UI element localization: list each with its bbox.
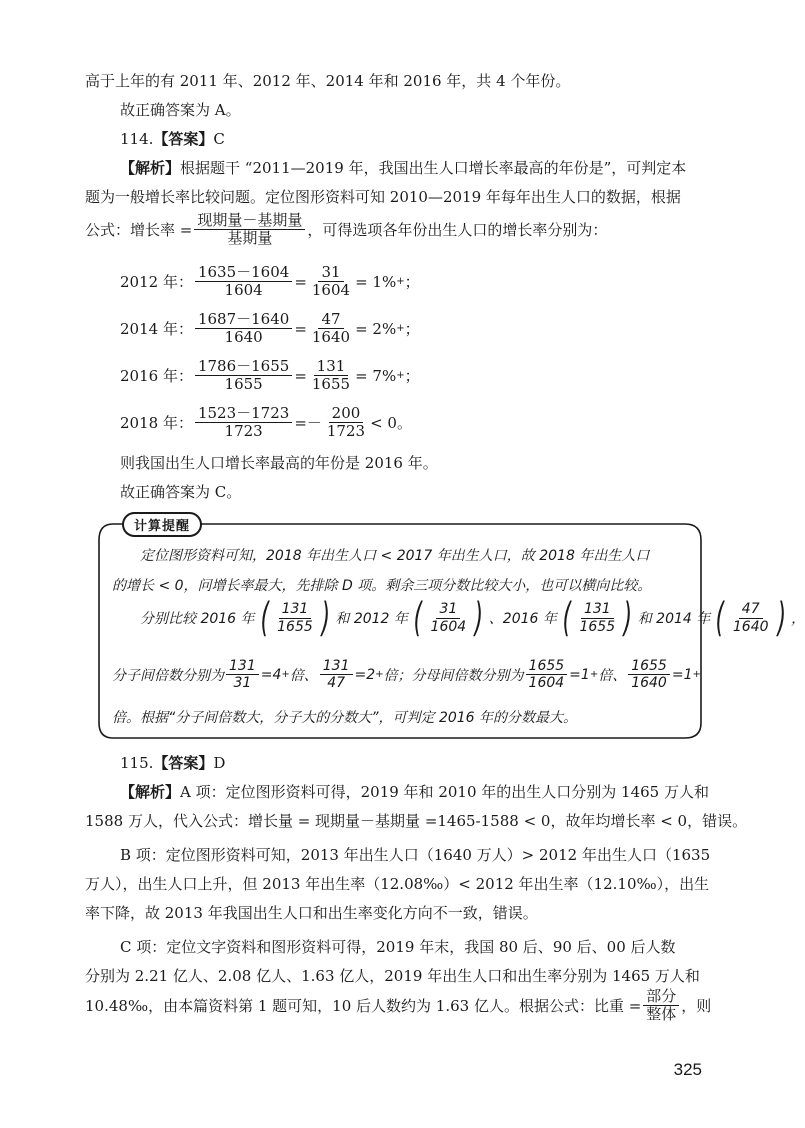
- compare-den: 1604: [430, 618, 467, 635]
- proportion-fraction: [643, 988, 679, 1024]
- q114-final-answer: 故正确答案为 C。: [120, 483, 242, 501]
- ratio-value: =1: [671, 666, 693, 683]
- q114-answer-tag: 【答案】: [153, 130, 214, 148]
- calc-fraction: [195, 358, 292, 394]
- tip-compare-row: [140, 595, 805, 641]
- paren-fraction: [410, 595, 487, 641]
- q114-conclusion: 则我国出生人口增长率最高的年份是 2016 年。: [120, 454, 438, 472]
- ratio-den: 47: [327, 675, 346, 692]
- compare-den: 1655: [277, 618, 313, 635]
- ratio-num: 1655: [526, 658, 568, 675]
- calc-result: < 0。: [370, 414, 412, 433]
- q114-answer: C: [213, 130, 225, 148]
- calc-sup: +: [396, 276, 405, 288]
- calc-num: 1635－1604: [195, 264, 292, 282]
- q115-answer-tag: 【答案】: [153, 754, 214, 772]
- ratio-after: 倍、: [289, 667, 318, 684]
- calc-den: 1604: [311, 281, 351, 300]
- calc-fraction-simplified: [309, 264, 353, 300]
- calc-num: 1523－1723: [195, 405, 292, 423]
- calc-end: ；: [404, 367, 420, 386]
- calc-den: 1604: [224, 281, 263, 300]
- ratio-value: =4: [260, 666, 282, 683]
- growth-rate-numerator: 现期量－基期量: [194, 212, 305, 230]
- ratio-sup: +: [589, 669, 599, 681]
- calc-num: 200: [329, 405, 364, 423]
- proportion-den: 整体: [646, 1005, 677, 1024]
- tip-label: 计算提醒: [122, 512, 202, 537]
- answer-conclusion-113: 故正确答案为 A。: [120, 101, 241, 119]
- q115-c-line2: 分别为 2.21 亿人、2.08 亿人、1.63 亿人，2019 年出生人口和出生率分别为 1465 万人和: [85, 967, 700, 985]
- q115-number: 115.: [120, 754, 154, 772]
- calc-end: ；: [404, 320, 420, 339]
- ratio-sup: +: [281, 669, 290, 681]
- calc-den: 1655: [224, 375, 263, 394]
- calc-num: 131: [314, 358, 349, 376]
- equals-sign: =: [294, 272, 307, 291]
- ratio-fraction: [526, 658, 568, 691]
- equals-sign: =: [294, 319, 307, 338]
- calc-den: 1723: [224, 422, 263, 441]
- calc-den: 1723: [326, 422, 366, 441]
- compare-num: 131: [279, 601, 312, 618]
- q114-analysis-tag: 【解析】: [120, 159, 181, 177]
- ratio-num: 131: [226, 658, 259, 675]
- ratio-after: 倍；分母间倍数分别为: [383, 667, 524, 684]
- compare-after: 、2016 年: [488, 611, 557, 627]
- calc-fraction-simplified: [324, 405, 368, 441]
- ratio-num: 1655: [628, 658, 670, 675]
- calc-den: 1655: [311, 375, 351, 394]
- q114-analysis-line1: [120, 157, 750, 180]
- growth-rate-denominator: 基期量: [227, 229, 273, 248]
- compare-fraction: [730, 601, 772, 634]
- calc-year: 2012 年：: [120, 273, 193, 292]
- ratio-value: =2: [354, 666, 376, 683]
- compare-num: 47: [739, 601, 763, 618]
- calc-year: 2016 年：: [120, 367, 193, 386]
- q115-a-text1: A 项：定位图形资料可得，2019 年和 2010 年的出生人口分别为 1465 万人和: [180, 783, 709, 801]
- q115-a-line2: 1588 万人，代入公式：增长量 = 现期量－基期量 =1465-1588 < 0，故年均增长率 < 0，错误。: [85, 812, 748, 830]
- tip-line1: 定位图形资料可知，2018 年出生人口 < 2017 年出生人口，故 2018 年出生人口: [140, 548, 650, 564]
- q115-c-line1: C 项：定位文字资料和图形资料可得，2019 年末，我国 80 后、90 后、00 后人数: [120, 938, 676, 956]
- calc-row-2012: [120, 264, 420, 300]
- q115-b-line3: 率下降，故 2013 年我国出生人口和出生率变化方向不一致，错误。: [85, 904, 538, 922]
- left-paren: (: [715, 595, 725, 641]
- paren-fraction: [257, 595, 334, 641]
- calc-result: = 1%: [355, 272, 397, 291]
- calc-num: 31: [318, 264, 343, 282]
- ratio-num: 131: [320, 658, 353, 675]
- compare-num: 131: [581, 601, 614, 618]
- calc-fraction-simplified: [309, 311, 353, 347]
- compare-num: 31: [436, 601, 460, 618]
- calc-num: 1786－1655: [195, 358, 292, 376]
- q115-answer: D: [213, 754, 226, 772]
- left-paren: (: [562, 595, 571, 641]
- q114-analysis-line2: 题为一般增长率比较问题。定位图形资料可知 2010—2019 年每年出生人口的数据，根据: [85, 188, 681, 206]
- q115-b-line2: 万人），出生人口上升，但 2013 年出生率（12.08‰）< 2012 年出生率（12.10‰），出生: [85, 875, 710, 893]
- calc-sup: +: [396, 323, 405, 335]
- ratio-den: 1640: [631, 675, 667, 692]
- compare-fraction: [576, 601, 618, 634]
- tip-line2: 的增长 < 0，问增长率最大，先排除 D 项。剩余三项分数比较大小，也可以横向比较。: [112, 578, 652, 594]
- page-number: 325: [673, 1060, 702, 1079]
- q115-analysis-tag: 【解析】: [120, 783, 181, 801]
- compare-fraction: [274, 601, 316, 634]
- compare-after: 和 2012 年: [335, 611, 408, 627]
- right-paren: ): [623, 595, 633, 641]
- tip-last-line: 倍。根据“分子间倍数大，分子大的分数大”，可判定 2016 年的分数最大。: [112, 710, 578, 726]
- calc-row-2016: [120, 358, 420, 394]
- right-paren: ): [777, 595, 786, 641]
- q114-answer-line: [120, 128, 750, 151]
- proportion-num: 部分: [643, 988, 679, 1006]
- calc-year: 2018 年：: [120, 414, 193, 433]
- q115-b-line1: B 项：定位图形资料可知，2013 年出生人口（1640 万人）> 2012 年出生人口（1635: [120, 846, 711, 864]
- ratio-value: =1: [569, 666, 590, 683]
- calc-sup: +: [396, 370, 405, 382]
- equals-sign: =: [294, 366, 307, 385]
- c-line3-prefix: 10.48‰，由本篇资料第 1 题可知，10 后人数约为 1.63 亿人。根据公式：比重 =: [85, 997, 642, 1016]
- c-line3-suffix: ，则: [681, 997, 712, 1016]
- calc-fraction: [195, 405, 292, 441]
- calc-row-2014: [120, 311, 420, 347]
- ratio-fraction: [320, 658, 353, 691]
- calc-fraction: [195, 311, 292, 347]
- equals-minus-sign: =－: [294, 414, 322, 433]
- calc-den: 1640: [311, 328, 351, 347]
- compare-fraction: [428, 601, 470, 634]
- compare-after: ，: [791, 611, 805, 627]
- q114-formula-row: [85, 212, 607, 248]
- ratio-sup: +: [375, 669, 384, 681]
- calc-fraction: [195, 264, 292, 300]
- paren-fraction: [712, 595, 789, 641]
- formula-prefix: 公式：增长率 =: [85, 221, 193, 240]
- calc-den: 1640: [224, 328, 263, 347]
- calc-end: ；: [404, 273, 420, 292]
- ratio-after: 倍、: [598, 667, 627, 684]
- ratio-prefix: 分子间倍数分别为: [112, 667, 224, 684]
- ratio-fraction: [628, 658, 670, 691]
- calc-row-2018: [120, 405, 412, 441]
- right-paren: ): [321, 595, 330, 641]
- q115-c-line3: [85, 988, 711, 1024]
- q115-a-line1: [120, 781, 750, 804]
- calc-num: 47: [318, 311, 343, 329]
- growth-rate-fraction: [194, 212, 305, 248]
- calc-result: = 2%: [355, 319, 397, 338]
- ratio-fraction: [226, 658, 259, 691]
- ratio-sup: +: [692, 669, 701, 681]
- compare-den: 1640: [732, 618, 769, 635]
- q114-analysis-text1: 根据题干 “2011—2019 年，我国出生人口增长率最高的年份是”，可判定本: [180, 159, 687, 177]
- q114-number: 114.: [120, 130, 154, 148]
- left-paren: (: [413, 595, 423, 641]
- formula-suffix: ，可得选项各年份出生人口的增长率分别为：: [307, 221, 608, 240]
- tip-ratio-row: [112, 658, 701, 691]
- q115-answer-line: [120, 752, 750, 775]
- continued-text: 高于上年的有 2011 年、2012 年、2014 年和 2016 年，共 4 个年份。: [85, 72, 571, 90]
- compare-after: 和 2014 年: [637, 611, 711, 627]
- calc-num: 1687－1640: [195, 311, 292, 329]
- ratio-den: 1604: [528, 675, 565, 692]
- calc-fraction-simplified: [309, 358, 353, 394]
- compare-den: 1655: [579, 618, 616, 635]
- paren-fraction: [559, 595, 636, 641]
- calc-year: 2014 年：: [120, 320, 193, 339]
- right-paren: ): [474, 595, 484, 641]
- calc-result: = 7%: [355, 366, 397, 385]
- ratio-den: 31: [233, 675, 252, 692]
- left-paren: (: [260, 595, 269, 641]
- compare-prefix: 分别比较 2016 年: [140, 611, 255, 627]
